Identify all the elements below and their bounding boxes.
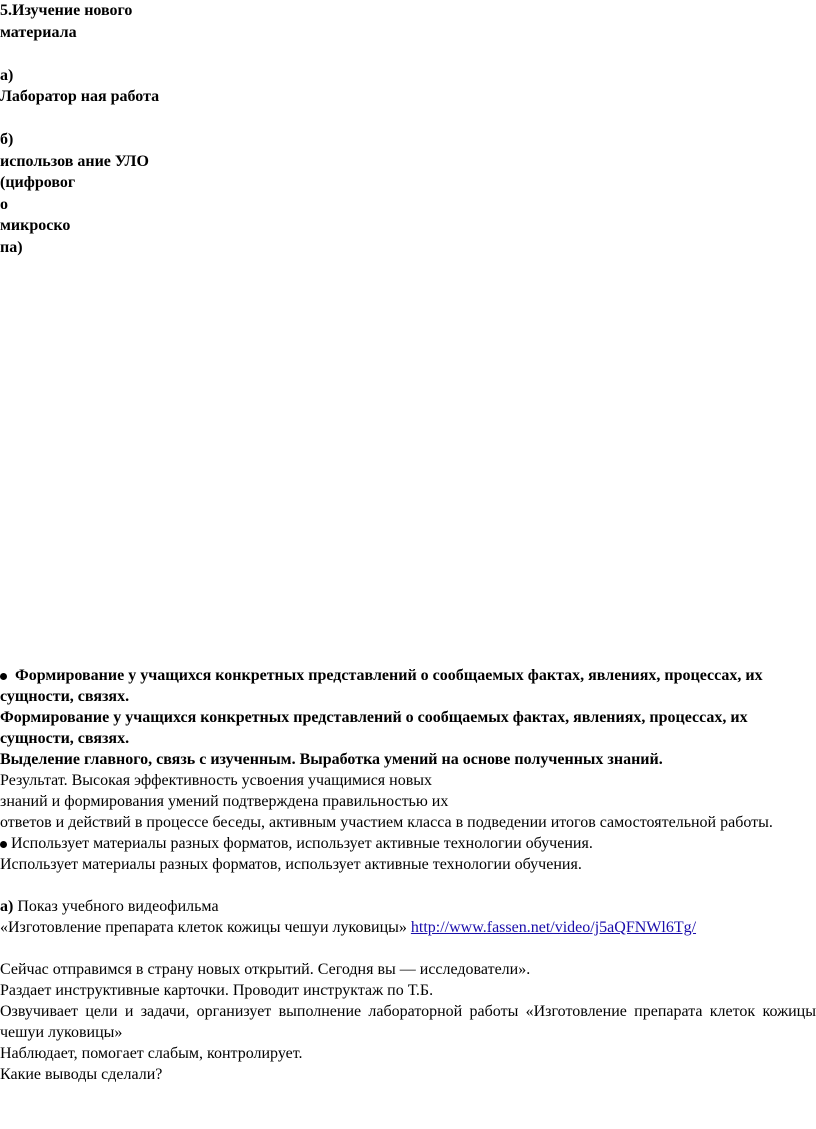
- video-text: Показ учебного видеофильма: [13, 898, 219, 915]
- item-b-line1: использов ание УЛО: [0, 152, 149, 170]
- item-b-label: б): [0, 131, 14, 148]
- paragraph-5: Какие выводы сделали?: [0, 1066, 163, 1083]
- video-heading: [0, 896, 816, 917]
- highlight-paragraph: Выделение главного, связь с изученным. Выработка умений на основе полученных знаний.: [0, 751, 663, 768]
- video-line: [0, 917, 816, 938]
- paragraph-4: Наблюдает, помогает слабым, контролирует.: [0, 1045, 303, 1062]
- content-section: [0, 665, 816, 1085]
- bullet-paragraph-2: [0, 833, 816, 854]
- result-line-3: ответов и действий в процессе беседы, активным участием класса в подведении итогов самостоятельной работы.: [0, 814, 773, 831]
- bullet-paragraph-1: [0, 665, 816, 707]
- item-b-line2: (цифровог: [0, 174, 76, 191]
- item-a-text: Лаборатор ная работа: [0, 88, 160, 105]
- result-line-2: знаний и формирования умений подтверждена правильностью их: [0, 793, 449, 810]
- bullet-icon: [0, 841, 7, 848]
- stage-title-line1: 5.Изучение нового: [0, 2, 133, 19]
- paragraph-3: Озвучивает цели и задачи, организует выполнение лабораторной работы «Изготовление препарата клеток кожицы чешуи луковицы»: [0, 1003, 816, 1041]
- repeat-paragraph-1: Формирование у учащихся конкретных представлений о сообщаемых фактах, явлениях, процессах, их сущности, связях.: [0, 709, 748, 747]
- video-link[interactable]: http://www.fassen.net/video/j5aQFNWl6Tg/: [410, 919, 697, 936]
- item-b-line3: о: [0, 195, 8, 213]
- bullet1-text: Формирование у учащихся конкретных представлений о сообщаемых фактах, явлениях, процессах, их сущности, связях.: [0, 667, 763, 705]
- repeat-paragraph-2: Использует материалы разных форматов, использует активные технологии обучения.: [0, 856, 582, 873]
- bullet-icon: [0, 673, 7, 680]
- item-b-line4: микроско: [0, 217, 71, 234]
- bullet2-text: Использует материалы разных форматов, использует активные технологии обучения.: [11, 835, 593, 852]
- item-a-label: а): [0, 66, 14, 84]
- video-title: «Изготовление препарата клеток кожицы чешуи луковицы»: [0, 919, 407, 936]
- paragraph-2: Раздает инструктивные карточки. Проводит инструктаж по Т.Б.: [0, 982, 434, 999]
- video-label: а): [0, 898, 14, 915]
- stage-title-line2: материала: [0, 23, 77, 41]
- paragraph-1: Сейчас отправимся в страну новых открытий. Сегодня вы — исследователи».: [0, 961, 531, 978]
- stage-column: [0, 0, 230, 258]
- result-line-1: Результат. Высокая эффективность усвоения учащимися новых: [0, 772, 433, 789]
- item-b-line5: па): [0, 238, 23, 256]
